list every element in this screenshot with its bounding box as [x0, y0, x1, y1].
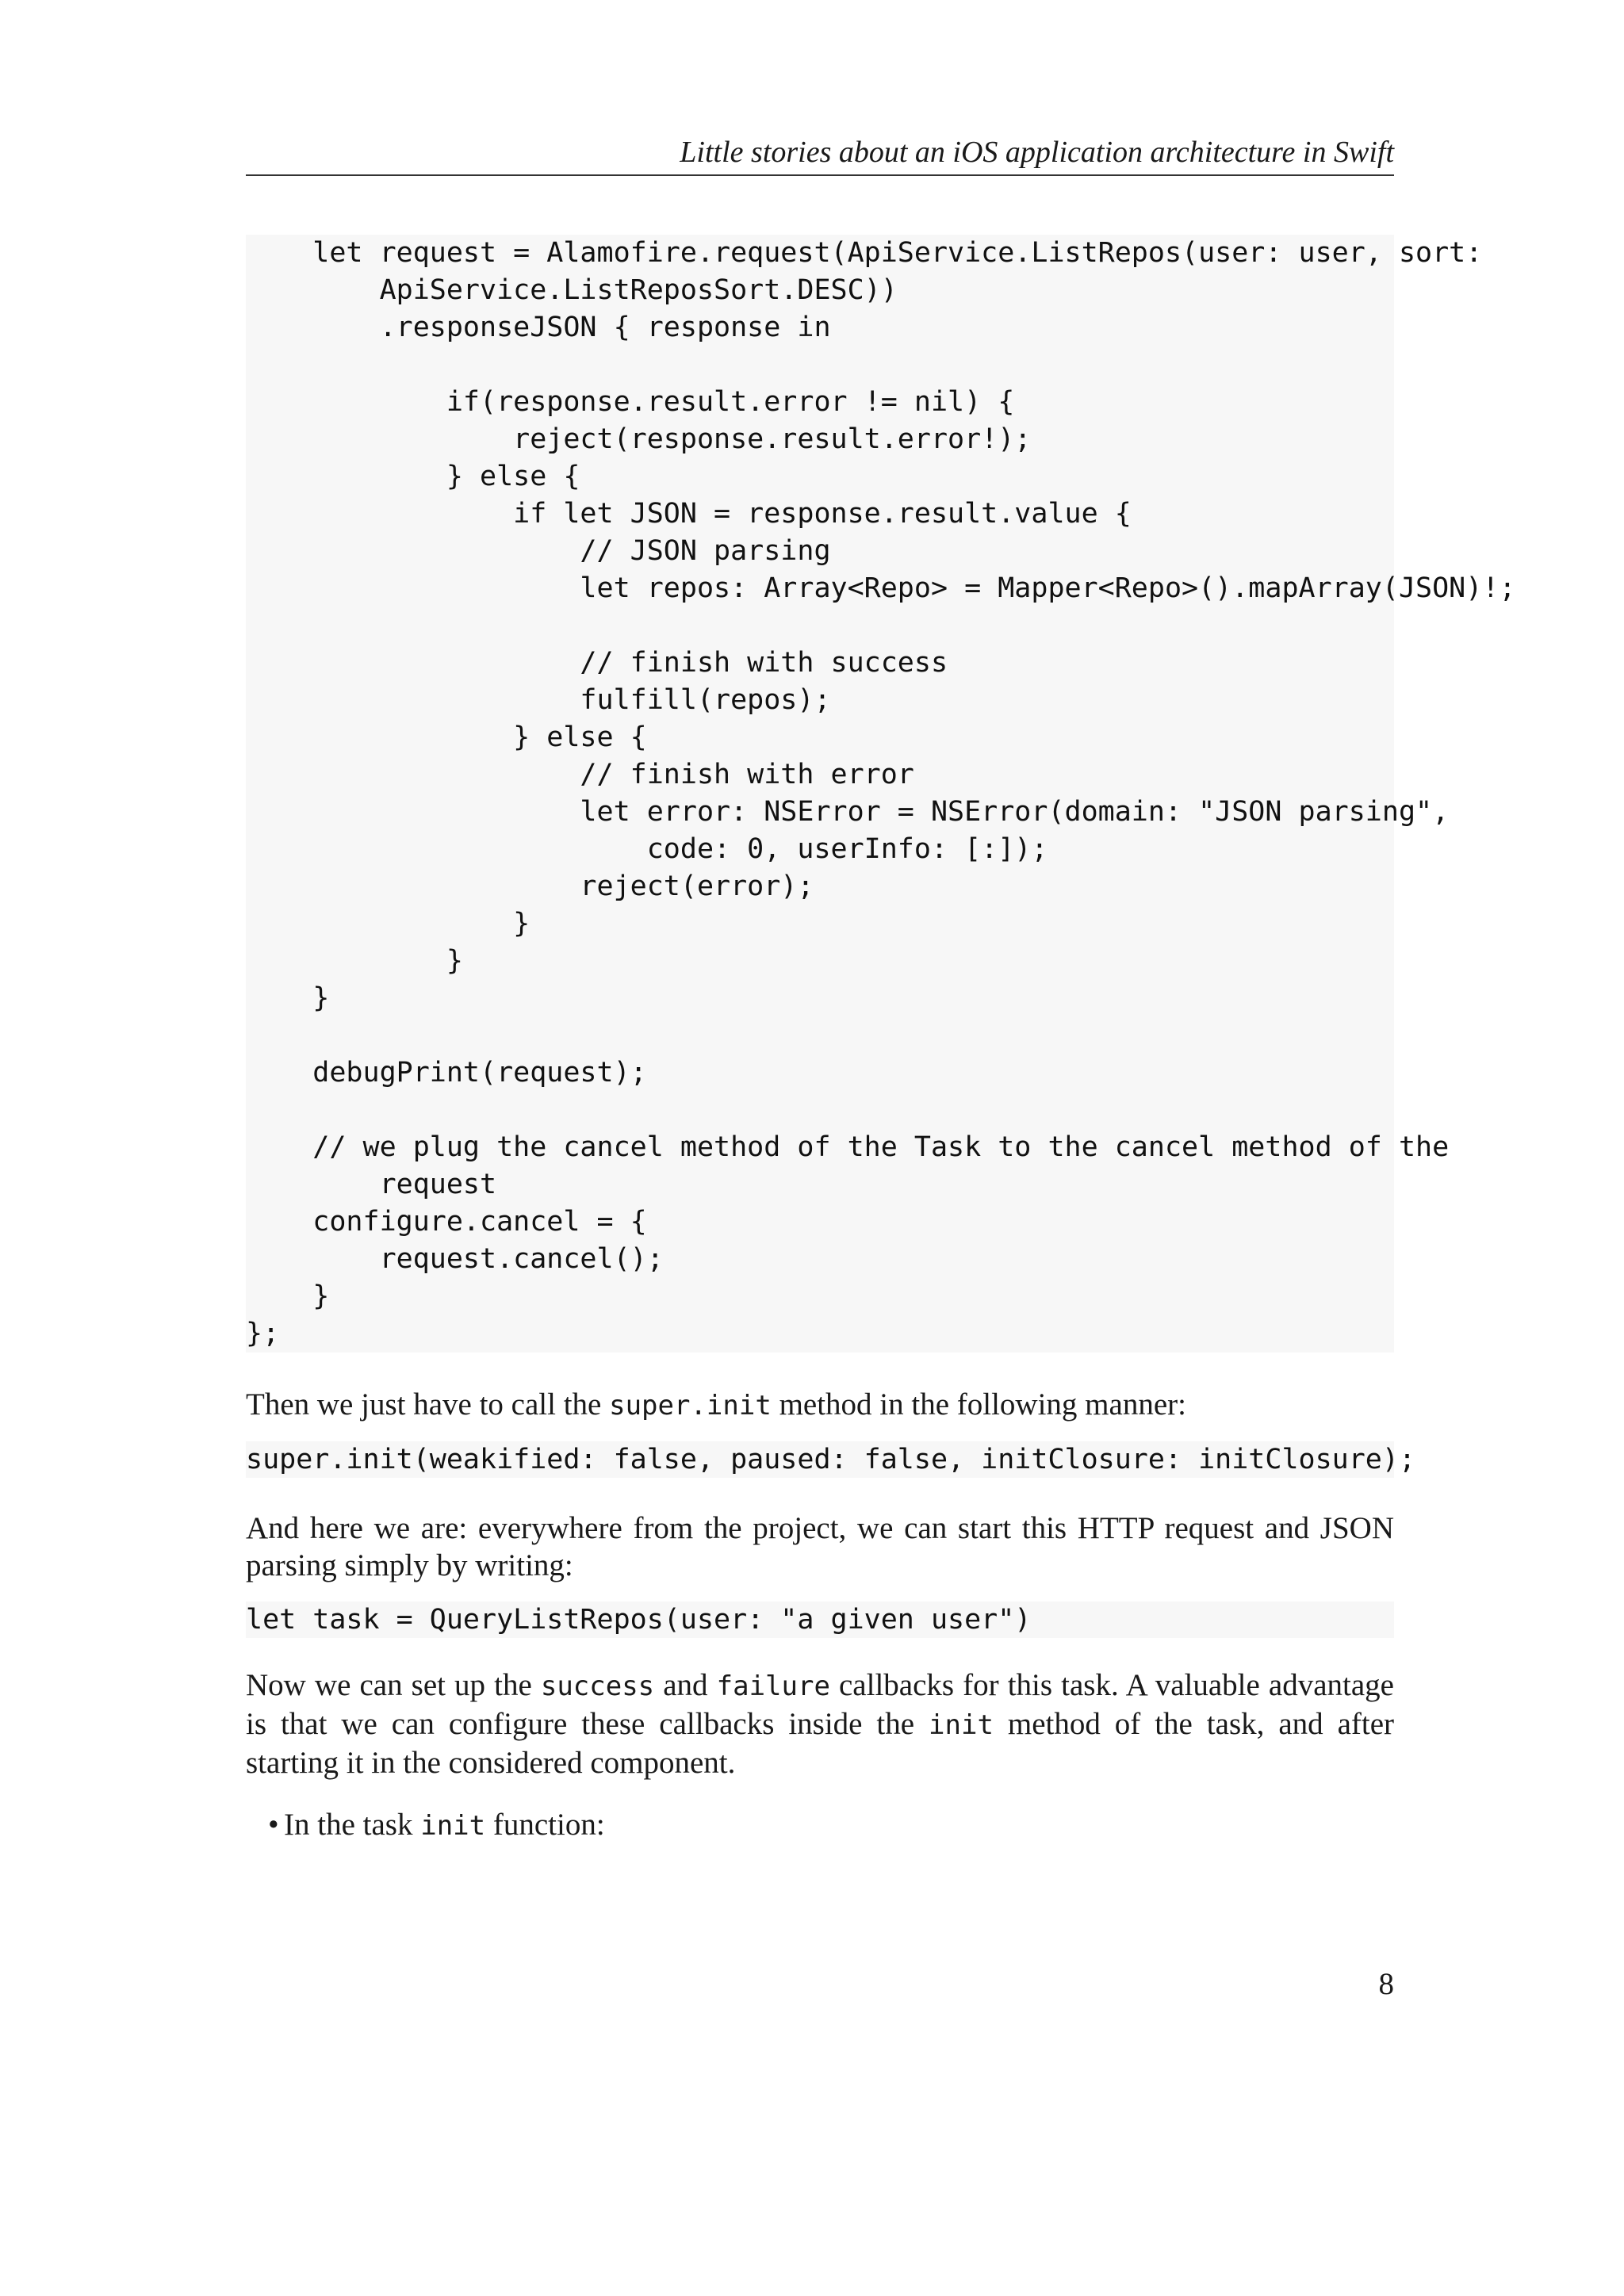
text-run: Now we can set up the: [246, 1668, 541, 1702]
code-line: } else {: [246, 461, 580, 492]
code-line: configure.cancel = {: [246, 1206, 647, 1238]
paragraph-callbacks: [246, 1667, 1394, 1781]
code-line: } else {: [246, 721, 647, 753]
code-line: fulfill(repos);: [246, 684, 831, 716]
text-run: and: [654, 1668, 717, 1702]
code-line: request.cancel();: [246, 1243, 664, 1275]
header-rule: [246, 174, 1394, 176]
code-line: }: [246, 945, 463, 977]
code-line: };: [246, 1318, 280, 1349]
inline-code: super.init: [609, 1390, 772, 1422]
code-line: debugPrint(request);: [246, 1057, 647, 1089]
code-line: // finish with success: [246, 647, 948, 679]
paragraph-here-we-are: And here we are: everywhere from the project, we can start this HTTP request and JSON parsing simply by writing:: [246, 1511, 1394, 1582]
text-run: method of the task, and after starting it in the considered component.: [246, 1707, 1394, 1780]
bullet-marker: •: [268, 1808, 279, 1842]
code-line: [246, 1017, 1394, 1054]
code-line: ApiService.ListReposSort.DESC)): [246, 274, 898, 306]
code-line: super.init(weakified: false, paused: false, initClosure: initClosure);: [246, 1444, 1416, 1475]
text-run: function:: [485, 1808, 605, 1842]
code-line: let repos: Array<Repo> = Mapper<Repo>().mapArray(JSON)!;: [246, 572, 1516, 604]
code-line: let error: NSError = NSError(domain: "JSON parsing",: [246, 796, 1450, 828]
code-line: let request = Alamofire.request(ApiService.ListRepos(user: user, sort:: [246, 237, 1483, 269]
inline-code: success: [540, 1670, 655, 1702]
code-line: if(response.result.error != nil) {: [246, 386, 1015, 418]
paragraph-super-init: [246, 1386, 1394, 1425]
code-line: code: 0, userInfo: [:]);: [246, 833, 1048, 865]
code-line: }: [246, 982, 330, 1014]
inline-code: failure: [716, 1670, 830, 1702]
text-run: method in the following manner:: [771, 1387, 1186, 1422]
inline-code: init: [929, 1709, 994, 1741]
code-line: [246, 346, 1394, 384]
code-line: .responseJSON { response in: [246, 312, 831, 343]
code-line: reject(response.result.error!);: [246, 423, 1032, 455]
code-block-main: [246, 235, 1516, 1353]
code-block-task: [246, 1601, 1394, 1638]
page-number: 8: [1378, 1967, 1394, 2001]
code-line: // JSON parsing: [246, 535, 831, 567]
code-line: [246, 607, 1394, 645]
code-line: request: [246, 1169, 497, 1200]
text-run: In the task: [284, 1808, 421, 1842]
code-line: }: [246, 908, 530, 939]
inline-code: init: [420, 1810, 486, 1842]
code-line: [246, 1092, 1394, 1129]
code-line: // we plug the cancel method of the Task to the cancel method of the: [246, 1131, 1450, 1163]
code-line: }: [246, 1280, 330, 1312]
code-line: reject(error);: [246, 871, 814, 902]
running-header: Little stories about an iOS application architecture in Swift: [680, 136, 1394, 169]
code-line: // finish with error: [246, 759, 914, 790]
text-run: callbacks for this task. A valuable advantage is that we can configure these callbacks inside the: [246, 1668, 1394, 1741]
code-block-super-init: [246, 1441, 1416, 1478]
code-line: let task = QueryListRepos(user: "a given user"): [246, 1604, 1032, 1636]
bullet-item-init: [268, 1806, 1394, 1845]
text-run: Then we just have to call the: [246, 1387, 610, 1422]
code-line: if let JSON = response.result.value {: [246, 498, 1132, 530]
